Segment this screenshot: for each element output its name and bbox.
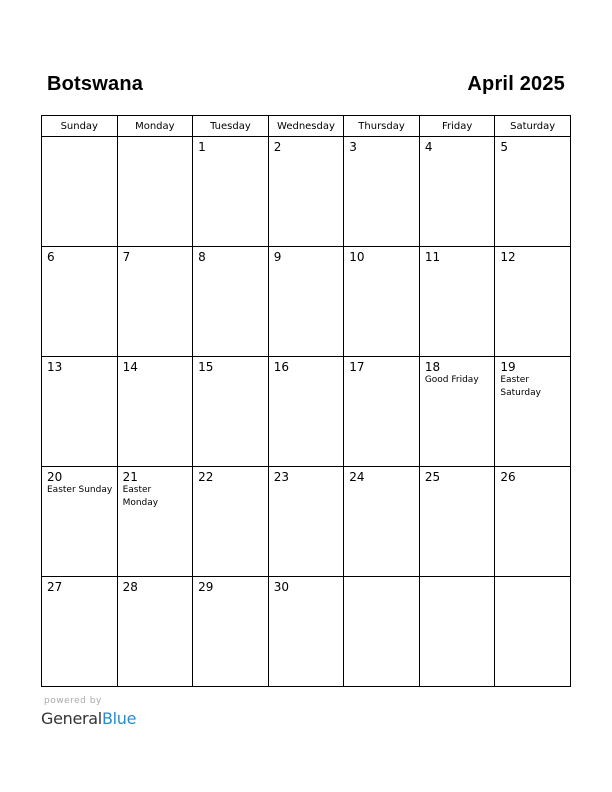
day-cell — [42, 137, 118, 247]
weekday-header: Saturday — [495, 116, 571, 137]
day-number: 7 — [122, 250, 131, 264]
day-number: 25 — [424, 470, 441, 484]
brand-blue-text: Blue — [101, 709, 137, 728]
generalblue-logo — [41, 709, 136, 729]
day-cell — [193, 357, 269, 467]
powered-by-label: powered by — [44, 696, 102, 706]
day-cell — [117, 247, 193, 357]
day-cell — [193, 467, 269, 577]
day-cell — [268, 357, 344, 467]
country-title: Botswana — [47, 73, 144, 95]
day-number: 11 — [424, 250, 441, 264]
day-number: 3 — [349, 140, 357, 154]
week-row — [42, 467, 571, 577]
day-cell — [419, 577, 495, 687]
day-number: 27 — [47, 580, 63, 594]
day-number: 24 — [349, 470, 365, 484]
day-number: 29 — [198, 580, 214, 594]
day-cell — [42, 577, 118, 687]
day-cell — [419, 467, 495, 577]
day-cell — [419, 357, 495, 467]
day-cell — [268, 577, 344, 687]
day-cell — [193, 577, 269, 687]
holiday-label: Easter Monday — [122, 485, 159, 508]
day-number: 26 — [500, 470, 516, 484]
day-cell — [117, 137, 193, 247]
brand-general-text: General — [41, 709, 102, 728]
day-number: 19 — [500, 360, 516, 374]
day-cell — [419, 247, 495, 357]
holiday-label: Good Friday — [424, 375, 479, 385]
holiday-label: Easter Saturday — [500, 375, 541, 398]
day-cell — [268, 467, 344, 577]
day-cell — [268, 137, 344, 247]
week-row — [42, 247, 571, 357]
day-number: 17 — [349, 360, 365, 374]
day-cell — [117, 357, 193, 467]
day-cell — [42, 467, 118, 577]
weekday-header: Tuesday — [193, 116, 269, 137]
day-cell — [42, 247, 118, 357]
day-cell — [495, 577, 571, 687]
day-number: 9 — [273, 250, 282, 264]
day-number: 13 — [47, 360, 63, 374]
day-cell — [117, 577, 193, 687]
day-number: 28 — [122, 580, 138, 594]
day-cell — [495, 467, 571, 577]
holiday-label: Easter Sunday — [47, 485, 113, 495]
weekday-header: Friday — [419, 116, 495, 137]
week-row — [42, 357, 571, 467]
day-number: 23 — [273, 470, 289, 484]
day-cell — [344, 247, 420, 357]
weekday-header: Sunday — [42, 116, 118, 137]
day-cell — [268, 247, 344, 357]
day-cell — [344, 577, 420, 687]
day-number: 6 — [47, 250, 55, 264]
month-year-title: April 2025 — [467, 73, 565, 95]
day-cell — [495, 137, 571, 247]
day-number: 10 — [349, 250, 365, 264]
day-number: 30 — [273, 580, 289, 594]
day-number: 16 — [273, 360, 289, 374]
week-row — [42, 137, 571, 247]
day-cell — [344, 137, 420, 247]
day-cell — [117, 467, 193, 577]
day-cell — [344, 357, 420, 467]
day-number: 20 — [47, 470, 63, 484]
week-row — [42, 577, 571, 687]
day-number: 12 — [500, 250, 516, 264]
day-cell — [495, 357, 571, 467]
day-number: 14 — [122, 360, 138, 374]
weekday-header-row — [42, 116, 571, 137]
day-number: 1 — [198, 140, 206, 154]
day-cell — [495, 247, 571, 357]
day-cell — [193, 247, 269, 357]
day-number: 22 — [198, 470, 214, 484]
weekday-header: Thursday — [344, 116, 420, 137]
day-number: 5 — [500, 140, 509, 154]
footer-branding — [41, 696, 136, 729]
day-number: 8 — [198, 250, 206, 264]
day-cell — [193, 137, 269, 247]
day-cell — [42, 357, 118, 467]
day-number: 2 — [273, 140, 282, 154]
weekday-header: Wednesday — [268, 116, 344, 137]
day-cell — [344, 467, 420, 577]
weekday-header: Monday — [117, 116, 193, 137]
day-number: 4 — [424, 140, 433, 154]
day-number: 18 — [424, 360, 441, 374]
day-number: 15 — [198, 360, 214, 374]
day-number: 21 — [122, 470, 138, 484]
day-cell — [419, 137, 495, 247]
calendar-grid — [41, 115, 571, 687]
